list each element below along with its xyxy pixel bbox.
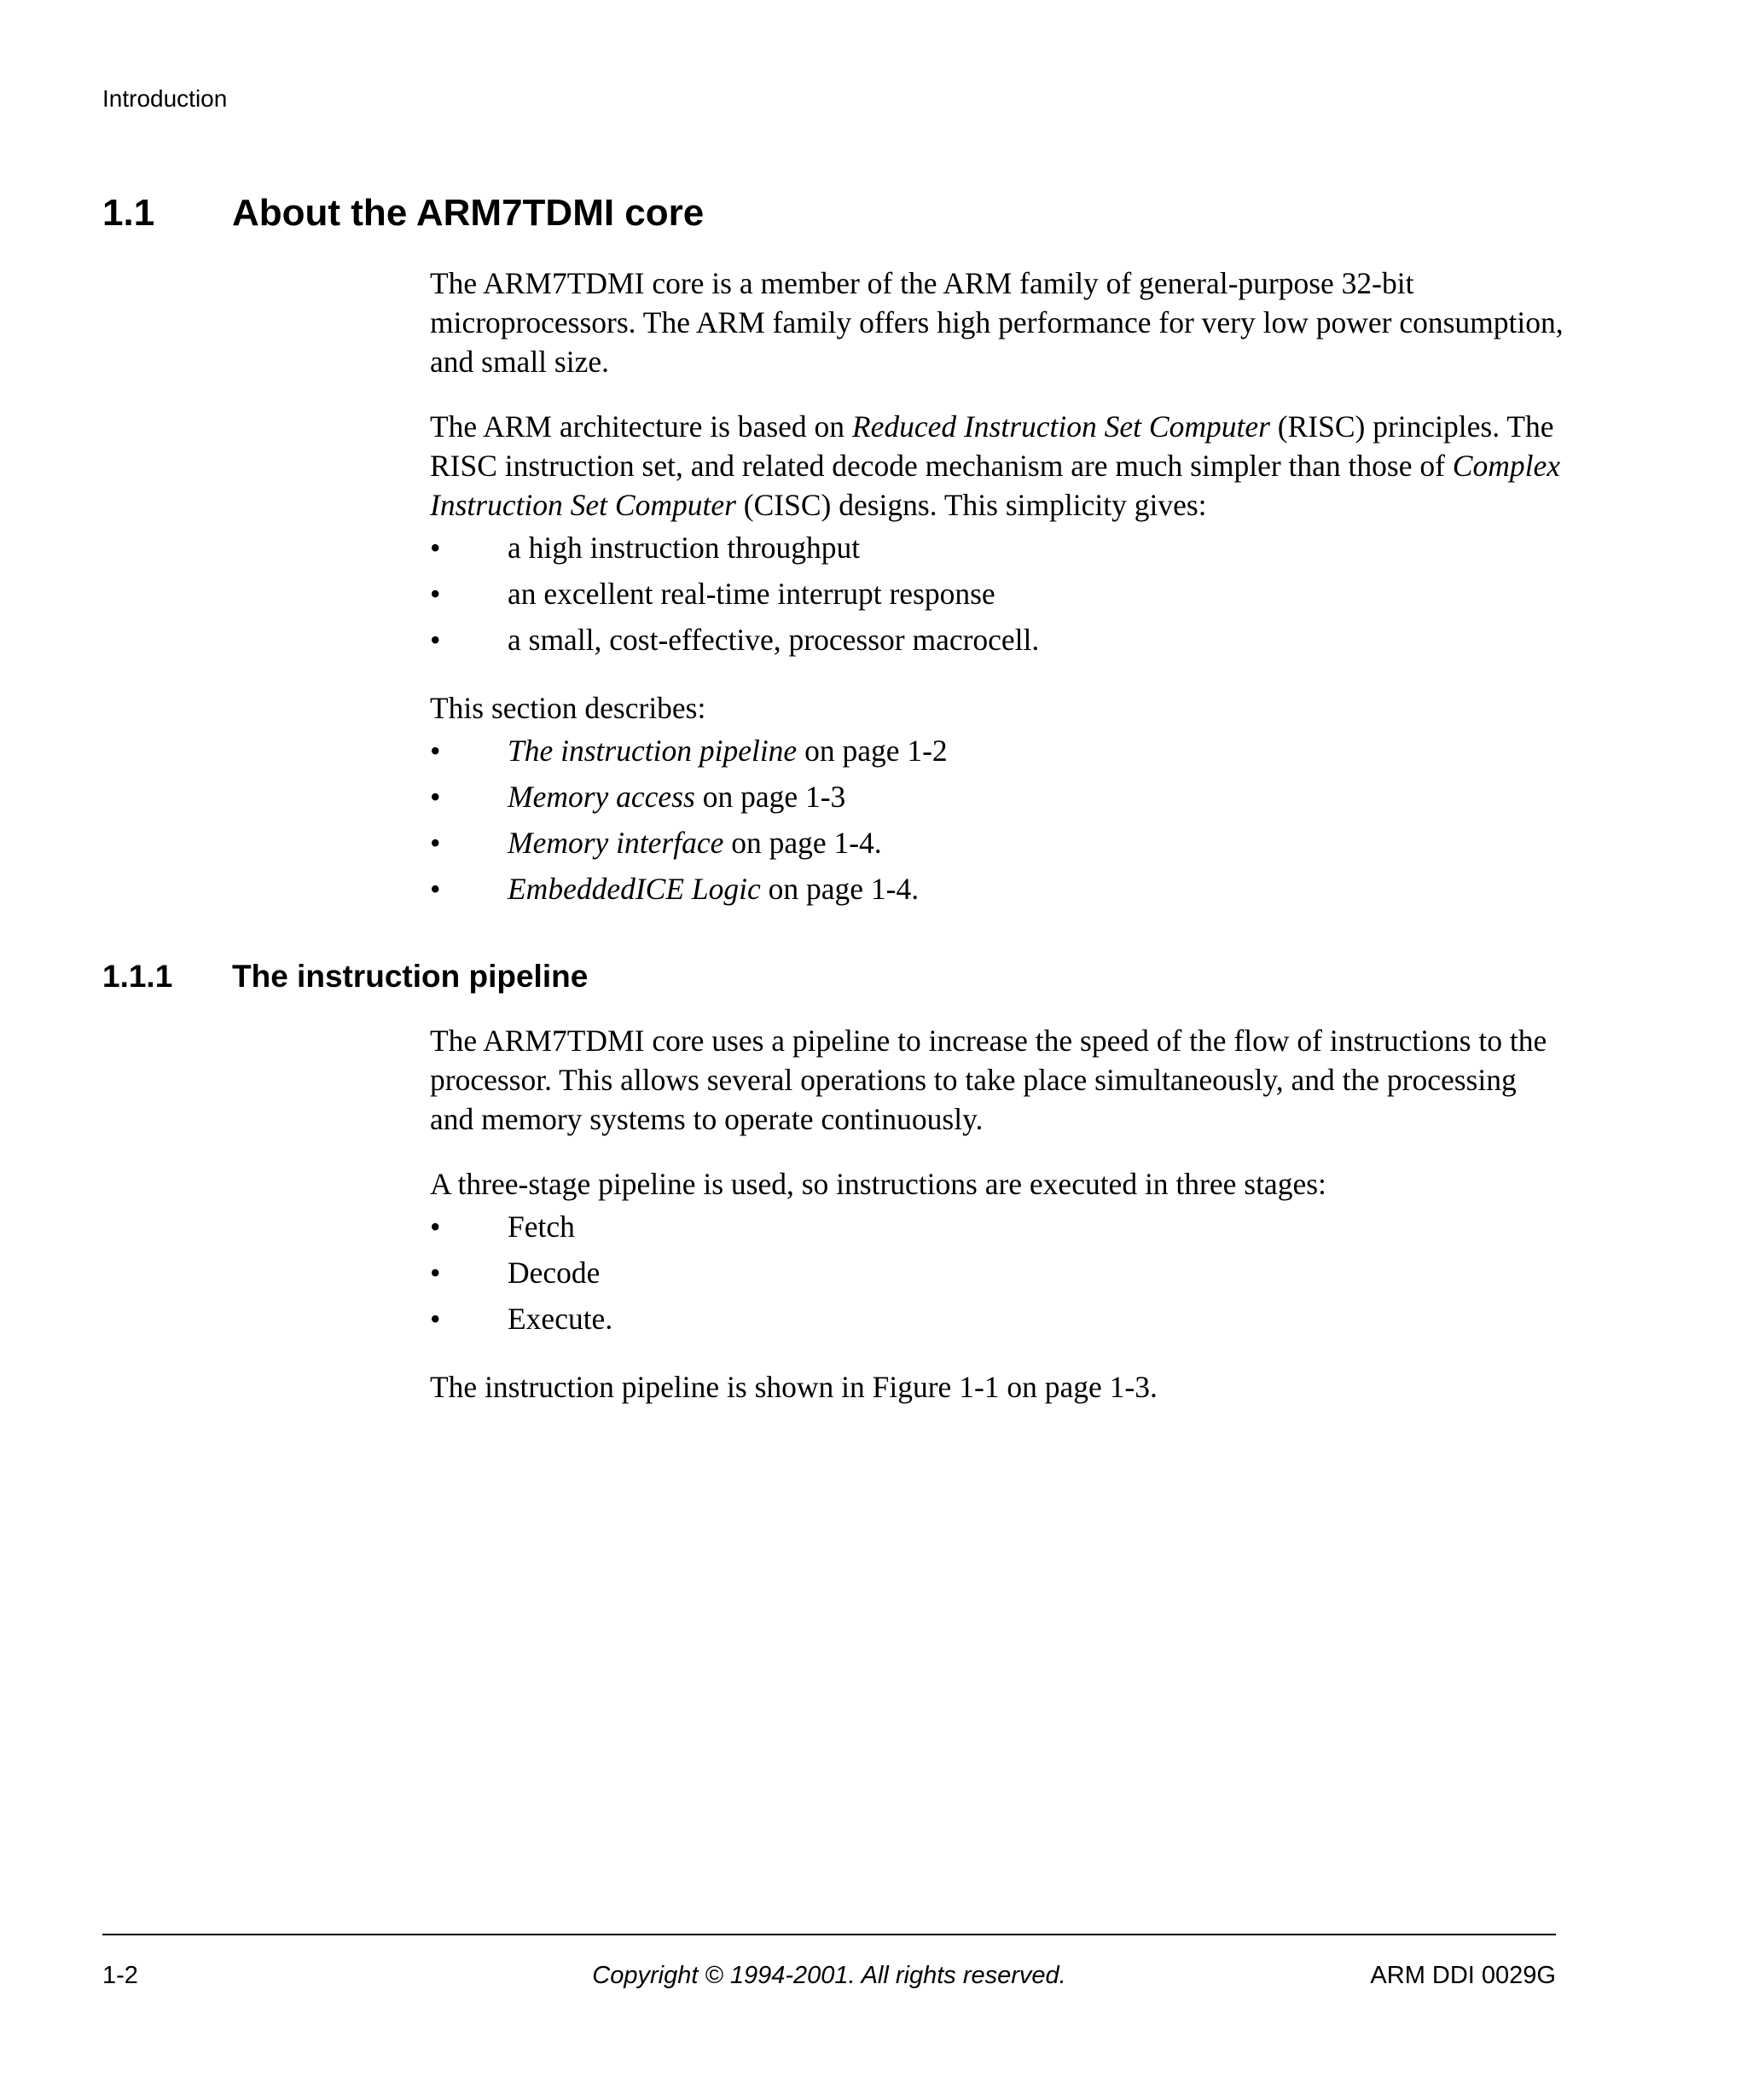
bullet: •: [430, 734, 441, 768]
list-item: • an excellent real-time interrupt response: [430, 571, 1564, 617]
footer-copyright: Copyright © 1994-2001. All rights reserved.: [592, 1962, 1066, 1989]
pipeline-paragraph: The ARM7TDMI core uses a pipeline to increase the speed of the flow of instructions to the processor. This allows several operations to take place simultaneously, and the processing and memory systems to operate continuously.: [430, 1024, 1547, 1136]
figure-reference-paragraph: The instruction pipeline is shown in Figure 1-1 on page 1-3.: [430, 1370, 1158, 1404]
list-item: • Decode: [430, 1250, 1564, 1296]
benefits-list: [430, 525, 1564, 663]
topic-link[interactable]: The instruction pipeline: [508, 734, 798, 768]
running-header: Introduction: [102, 85, 228, 112]
bullet: •: [430, 872, 441, 906]
list-item: • a small, cost-effective, processor macrocell.: [430, 617, 1564, 663]
list-item: • Memory access on page 1-3: [430, 774, 1564, 820]
bullet: •: [430, 623, 441, 657]
list-item: • The instruction pipeline on page 1-2: [430, 728, 1564, 774]
topic-link[interactable]: EmbeddedICE Logic: [508, 872, 761, 906]
list-item: • Memory interface on page 1-4.: [430, 820, 1564, 866]
intro-paragraph: The ARM7TDMI core is a member of the ARM family of general-purpose 32-bit microprocessors. The ARM family offers high performance for very low power consumption, and small size.: [430, 266, 1564, 379]
section-body: [430, 264, 1564, 937]
stages-list: [430, 1204, 1564, 1342]
stages-intro: A three-stage pipeline is used, so instructions are executed in three stages:: [430, 1167, 1326, 1201]
subsection-number: 1.1.1: [102, 959, 173, 994]
subsection-heading: [102, 955, 588, 998]
section-number: 1.1: [102, 192, 155, 234]
subsection-title: The instruction pipeline: [232, 959, 589, 994]
subsection-body: [430, 1021, 1564, 1432]
bullet: •: [430, 1256, 441, 1290]
bullet: •: [430, 1302, 441, 1336]
section-title: About the ARM7TDMI core: [232, 192, 705, 234]
footer-divider: [102, 1934, 1556, 1935]
topic-link[interactable]: Memory access: [508, 780, 695, 814]
bullet: •: [430, 531, 441, 565]
risc-term: Reduced Instruction Set Computer: [851, 409, 1270, 444]
topics-list: [430, 728, 1564, 912]
footer-page-number: 1-2: [102, 1962, 138, 1989]
architecture-paragraph: The ARM architecture is based on Reduced Instruction Set Computer (RISC) principles. The RISC instruction set, and related decode mechanism are much simpler than those of Complex Instruction Set Computer (CISC) designs. This simplicity gives:: [430, 409, 1560, 522]
footer-document-id: ARM DDI 0029G: [1370, 1962, 1556, 1989]
bullet: •: [430, 577, 441, 611]
list-item: • Fetch: [430, 1204, 1564, 1250]
list-item: • EmbeddedICE Logic on page 1-4.: [430, 866, 1564, 912]
bullet: •: [430, 780, 441, 814]
bullet: •: [430, 1210, 441, 1244]
describes-intro: This section describes:: [430, 691, 706, 725]
section-heading: [102, 189, 704, 237]
topic-link[interactable]: Memory interface: [508, 826, 724, 860]
list-item: • Execute.: [430, 1296, 1564, 1342]
list-item: • a high instruction throughput: [430, 525, 1564, 571]
cisc-term: Complex Instruction Set Computer: [430, 449, 1560, 522]
bullet: •: [430, 826, 441, 860]
